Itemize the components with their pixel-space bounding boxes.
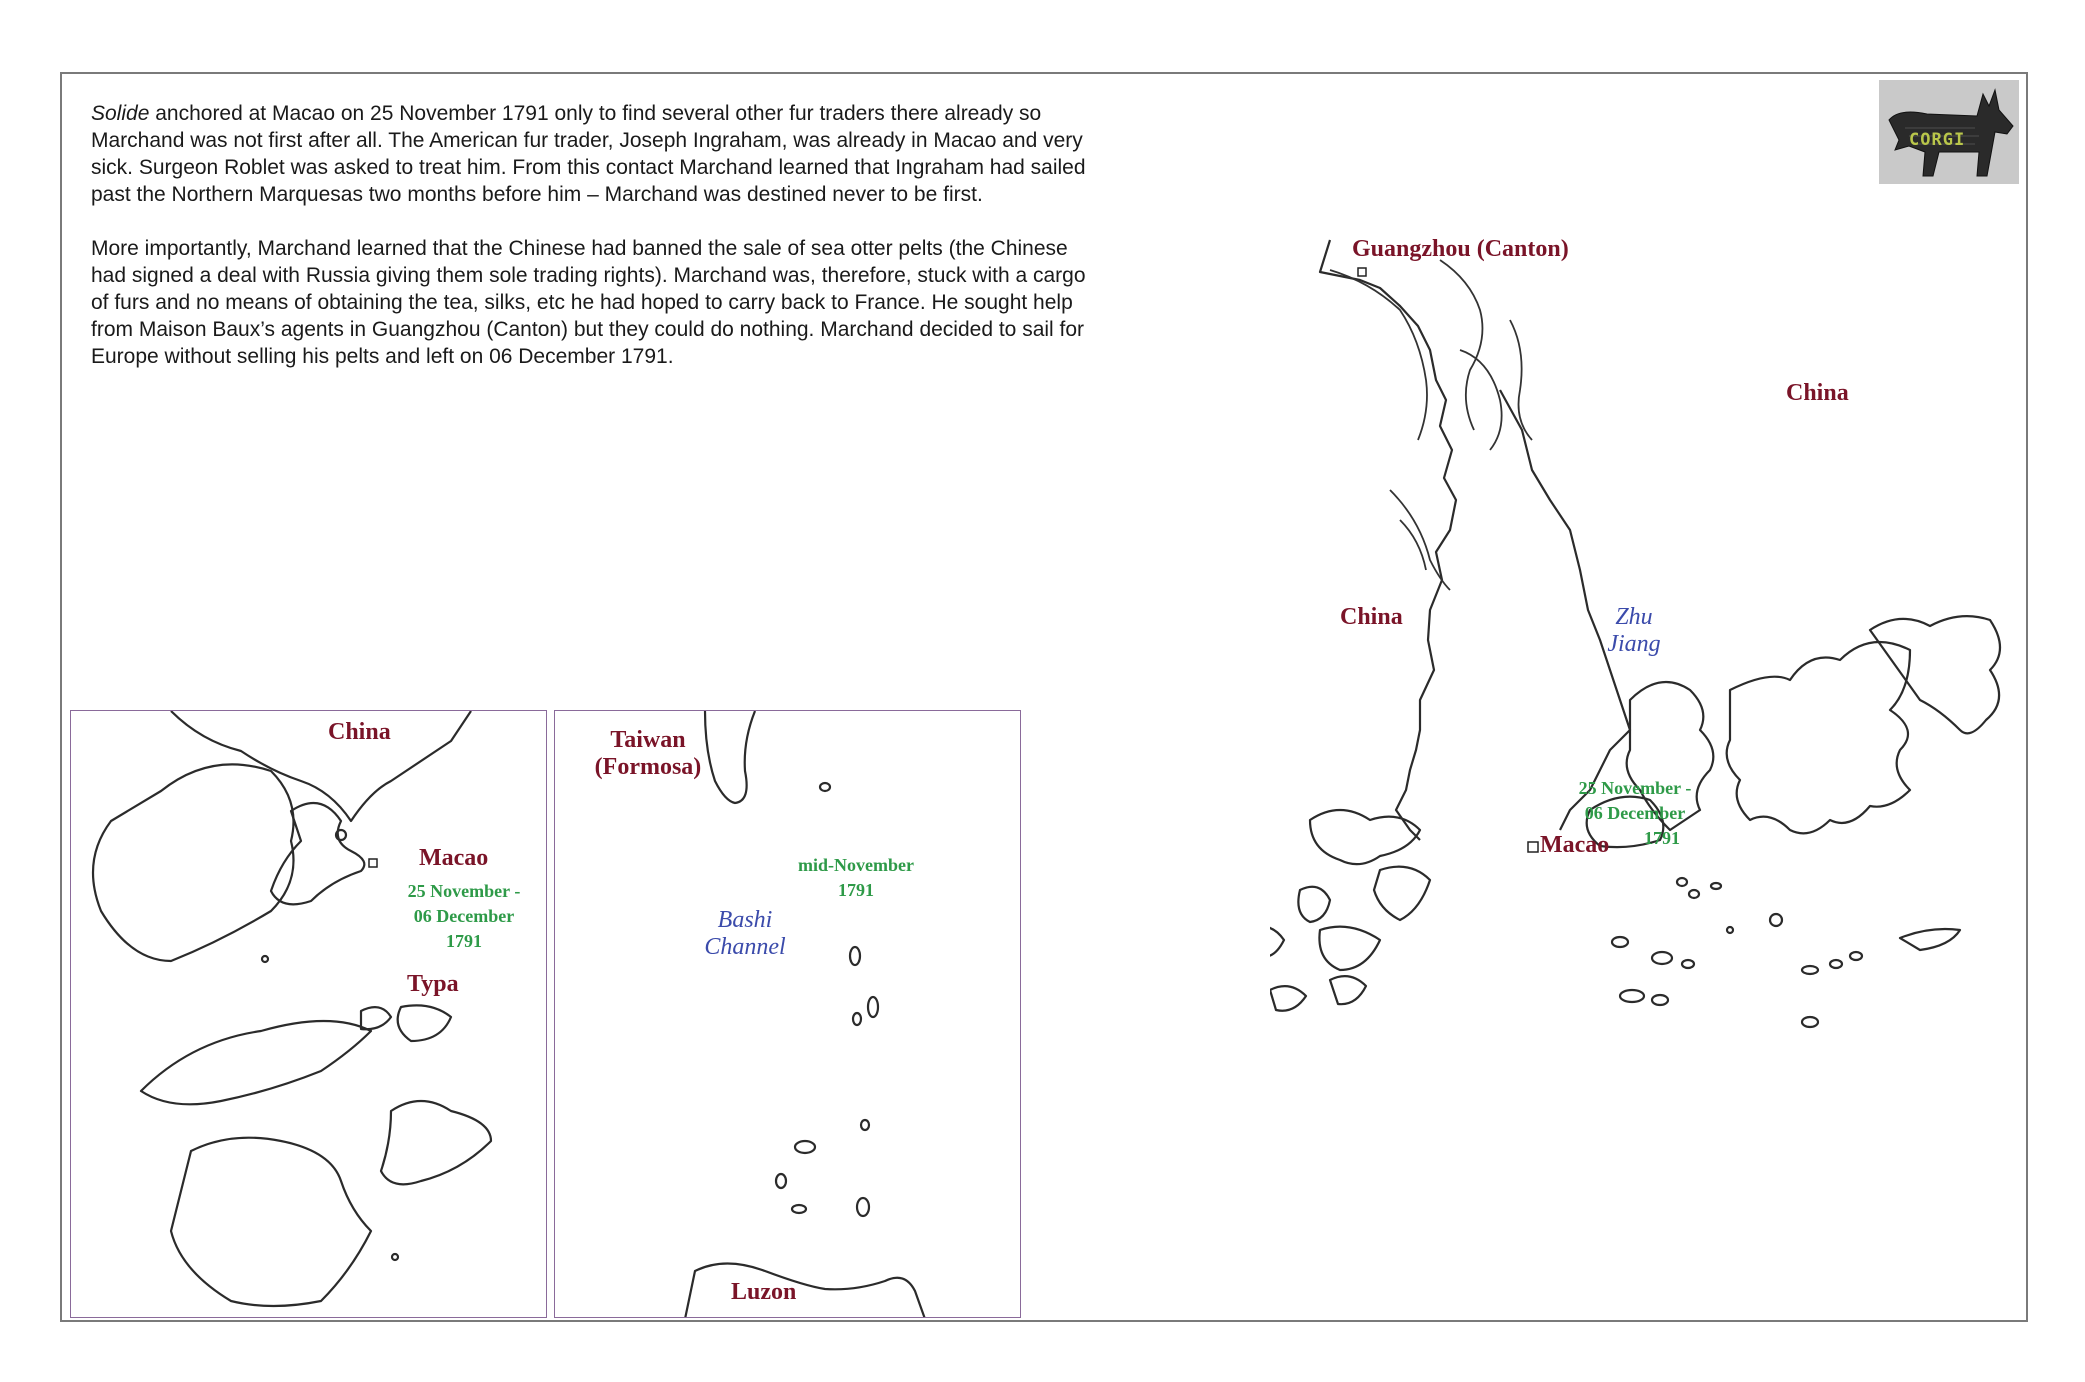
macao-marker-inset bbox=[369, 859, 377, 867]
islet-inset-2 bbox=[262, 956, 268, 962]
islet-bashi-4 bbox=[853, 1013, 861, 1025]
label-taiwan bbox=[583, 727, 713, 781]
islet-12 bbox=[1850, 952, 1862, 960]
islet-bashi-5 bbox=[861, 1120, 869, 1130]
label-luzon: Luzon bbox=[731, 1279, 797, 1305]
date-bashi-line-2: 1791 bbox=[838, 880, 874, 900]
islet-8 bbox=[1620, 990, 1644, 1002]
label-macao-main: Macao bbox=[1540, 832, 1610, 858]
narrative-paragraph-2: More importantly, Marchand learned that the Chinese had banned the sale of sea otter pelts (the Chinese had signed a deal with Russia giving them sole trading rights). Marchand was, therefore, stuck with a cargo of furs and no means of obtaining the tea, silks, etc he had hoped to carry back to France. He sought help from Maison Baux’s agents in Guangzhou (Canton) but they could do nothing. Marchand decided to sail for Europe without selling his pelts and left on 06 December 1791. bbox=[91, 237, 1086, 368]
date-bashi-line-1: mid-November bbox=[798, 855, 914, 875]
west-delta-islands bbox=[1310, 810, 1420, 864]
taiwan-line-1: Taiwan bbox=[610, 727, 686, 753]
logo-text: CORGI bbox=[1909, 130, 1966, 150]
label-macao-inset: Macao bbox=[419, 845, 489, 871]
guangzhou-marker bbox=[1358, 268, 1366, 276]
inset-macao-map bbox=[70, 710, 547, 1318]
inset-bashi-map bbox=[554, 710, 1021, 1318]
far-west-islands bbox=[1270, 927, 1284, 957]
date-main-line-2: 06 December bbox=[1584, 803, 1686, 823]
islet-15 bbox=[1689, 890, 1699, 898]
date-inset-macao bbox=[389, 879, 539, 954]
islet-bashi-2 bbox=[850, 947, 860, 965]
islet-13 bbox=[1900, 929, 1960, 950]
islet-7 bbox=[1682, 960, 1694, 968]
islet-bashi-6 bbox=[795, 1141, 815, 1153]
west-coastline bbox=[1320, 240, 1456, 840]
far-east-coast-2 bbox=[1870, 616, 2000, 733]
date-inset-bashi bbox=[781, 853, 931, 903]
typa-island-2 bbox=[398, 1005, 451, 1041]
label-china-east: China bbox=[1786, 380, 1849, 406]
zhu-jiang-line-2: Jiang bbox=[1607, 631, 1661, 657]
islet-bashi-7 bbox=[776, 1174, 786, 1188]
far-east-coast bbox=[1727, 642, 1910, 833]
islet-1 bbox=[1677, 878, 1687, 886]
islet-6 bbox=[1652, 952, 1672, 964]
islet-9 bbox=[1652, 995, 1668, 1005]
river-channel-4 bbox=[1510, 320, 1532, 440]
date-inset-macao-line-1: 25 November - bbox=[407, 881, 521, 901]
taiwan-line-2: (Formosa) bbox=[594, 754, 702, 780]
label-zhu-jiang bbox=[1594, 604, 1674, 658]
label-guangzhou: Guangzhou (Canton) bbox=[1352, 236, 1569, 262]
east-island-inset bbox=[381, 1101, 491, 1184]
date-inset-macao-line-2: 06 December bbox=[413, 906, 515, 926]
luzon-north-coast bbox=[685, 1264, 925, 1319]
paragraph-1-text: anchored at Macao on 25 November 1791 only to find several other fur traders there already so Marchand was not first after all. The American fur trader, Joseph Ingraham, was already in Macao and very sick. Surgeon Roblet was asked to treat him. From this contact Marchand learned that Ingraham had sailed past the Northern Marquesas two months before him – Marchand was destined never to be first. bbox=[91, 102, 1086, 206]
label-china-inset: China bbox=[328, 719, 391, 745]
islet-bashi-3 bbox=[868, 997, 878, 1017]
west-island-3 bbox=[1298, 887, 1330, 922]
bashi-line-2: Channel bbox=[704, 934, 786, 960]
bashi-line-1: Bashi bbox=[717, 907, 773, 933]
islet-11 bbox=[1830, 960, 1842, 968]
ship-name: Solide bbox=[91, 102, 150, 125]
river-channel-2 bbox=[1440, 260, 1482, 430]
west-island-2 bbox=[1374, 867, 1430, 920]
west-island-4 bbox=[1319, 927, 1380, 970]
label-bashi-channel bbox=[685, 907, 805, 961]
river-channel-1 bbox=[1330, 270, 1427, 440]
islet-14 bbox=[1802, 1017, 1818, 1027]
islet-10 bbox=[1802, 966, 1818, 974]
macao-marker-main bbox=[1528, 842, 1538, 852]
islet-2 bbox=[1711, 883, 1721, 889]
label-typa: Typa bbox=[407, 971, 459, 997]
narrative-text bbox=[91, 100, 1091, 397]
islet-inset-3 bbox=[392, 1254, 398, 1260]
date-main-line-1: 25 November - bbox=[1578, 778, 1692, 798]
west-island-5 bbox=[1330, 976, 1366, 1004]
corgi-logo bbox=[1879, 80, 2019, 184]
date-inset-macao-line-3: 1791 bbox=[446, 931, 482, 951]
west-island-inset bbox=[93, 764, 294, 961]
typa-island-1 bbox=[361, 1007, 391, 1029]
label-china-west: China bbox=[1340, 604, 1403, 630]
hengqin-island-inset bbox=[171, 1138, 371, 1306]
islet-5 bbox=[1612, 937, 1628, 947]
river-channel-6 bbox=[1400, 520, 1426, 570]
islet-4 bbox=[1727, 927, 1733, 933]
date-main-line-3: 1791 bbox=[1644, 828, 1680, 848]
islet-bashi-9 bbox=[857, 1198, 869, 1216]
coloane-island-inset bbox=[141, 1021, 371, 1104]
narrative-paragraph-1 bbox=[91, 100, 1091, 208]
far-west-islands-2 bbox=[1270, 986, 1306, 1011]
islet-3 bbox=[1770, 914, 1782, 926]
zhu-jiang-line-1: Zhu bbox=[1615, 604, 1653, 630]
islet-bashi-1 bbox=[820, 783, 830, 791]
date-main-map bbox=[1560, 776, 1710, 851]
islet-bashi-8 bbox=[792, 1205, 806, 1213]
